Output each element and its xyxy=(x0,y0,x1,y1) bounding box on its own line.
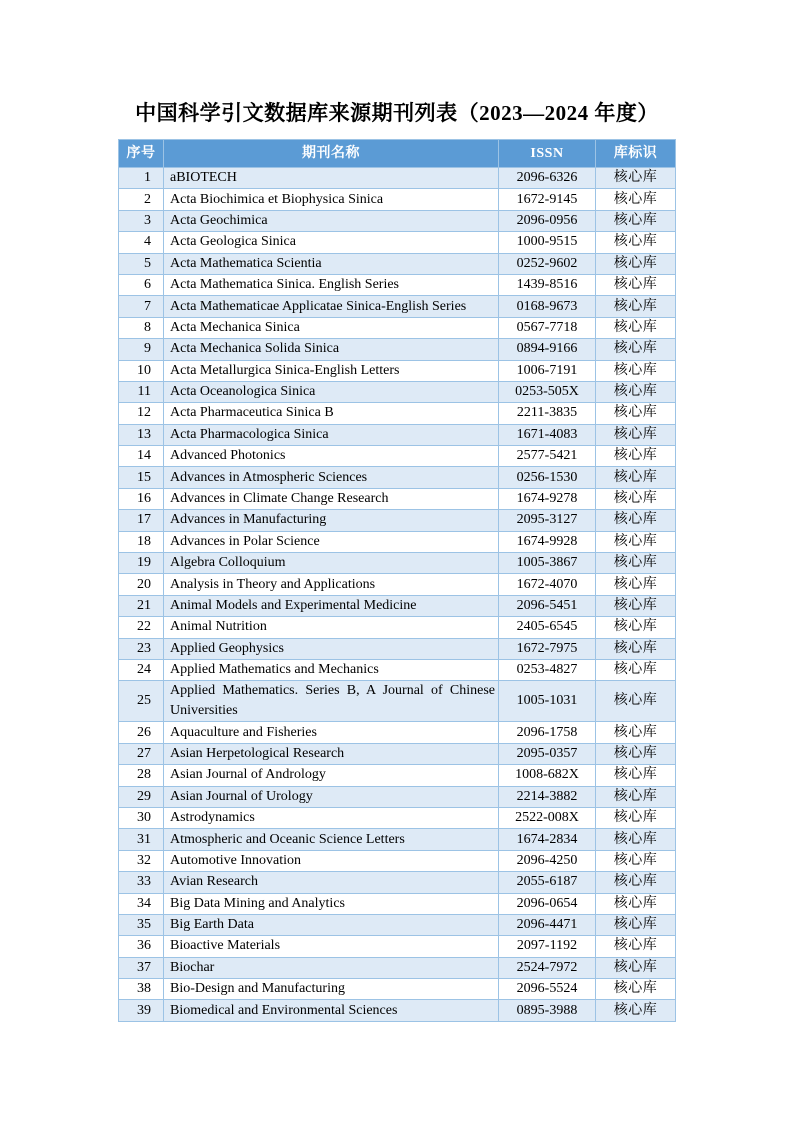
row-number-cell: 11 xyxy=(119,381,164,402)
issn-cell: 1674-9278 xyxy=(499,488,596,509)
table-row xyxy=(119,403,676,424)
row-number-cell: 16 xyxy=(119,488,164,509)
row-number-cell: 38 xyxy=(119,979,164,1000)
row-number-cell: 2 xyxy=(119,189,164,210)
table-row xyxy=(119,467,676,488)
journal-name-cell: Advances in Polar Science xyxy=(164,531,499,552)
table-row xyxy=(119,339,676,360)
row-number-cell: 33 xyxy=(119,872,164,893)
journal-name-cell: Acta Mechanica Solida Sinica xyxy=(164,339,499,360)
journal-name-cell: Applied Mathematics. Series B, A Journal of Chinese Universities xyxy=(164,681,499,722)
row-number-cell: 7 xyxy=(119,296,164,317)
table-row xyxy=(119,360,676,381)
issn-cell: 2055-6187 xyxy=(499,872,596,893)
row-number-cell: 19 xyxy=(119,553,164,574)
db-flag-cell: 核心库 xyxy=(596,722,676,743)
db-flag-cell: 核心库 xyxy=(596,274,676,295)
table-row xyxy=(119,446,676,467)
db-flag-cell: 核心库 xyxy=(596,553,676,574)
column-header-issn: ISSN xyxy=(499,140,596,168)
table-row xyxy=(119,829,676,850)
db-flag-cell: 核心库 xyxy=(596,807,676,828)
db-flag-cell: 核心库 xyxy=(596,488,676,509)
journal-name-cell: Astrodynamics xyxy=(164,807,499,828)
table-row xyxy=(119,936,676,957)
row-number-cell: 37 xyxy=(119,957,164,978)
issn-cell: 2096-1758 xyxy=(499,722,596,743)
row-number-cell: 6 xyxy=(119,274,164,295)
journal-name-cell: Bioactive Materials xyxy=(164,936,499,957)
db-flag-cell: 核心库 xyxy=(596,979,676,1000)
table-row xyxy=(119,872,676,893)
column-header-journal-name: 期刊名称 xyxy=(164,140,499,168)
issn-cell: 2096-4250 xyxy=(499,850,596,871)
journal-name-cell: Atmospheric and Oceanic Science Letters xyxy=(164,829,499,850)
table-row xyxy=(119,617,676,638)
journal-name-cell: Acta Mathematicae Applicatae Sinica-English Series xyxy=(164,296,499,317)
issn-cell: 1008-682X xyxy=(499,765,596,786)
issn-cell: 2096-5524 xyxy=(499,979,596,1000)
issn-cell: 0252-9602 xyxy=(499,253,596,274)
table-row xyxy=(119,743,676,764)
issn-cell: 2211-3835 xyxy=(499,403,596,424)
db-flag-cell: 核心库 xyxy=(596,467,676,488)
journal-name-cell: Asian Journal of Andrology xyxy=(164,765,499,786)
issn-cell: 2096-5451 xyxy=(499,595,596,616)
journal-name-cell: Acta Mathematica Sinica. English Series xyxy=(164,274,499,295)
journal-name-cell: Acta Metallurgica Sinica-English Letters xyxy=(164,360,499,381)
journal-name-cell: Analysis in Theory and Applications xyxy=(164,574,499,595)
row-number-cell: 35 xyxy=(119,914,164,935)
journal-name-cell: Acta Biochimica et Biophysica Sinica xyxy=(164,189,499,210)
issn-cell: 2096-0654 xyxy=(499,893,596,914)
row-number-cell: 10 xyxy=(119,360,164,381)
table-row xyxy=(119,914,676,935)
row-number-cell: 5 xyxy=(119,253,164,274)
issn-cell: 1439-8516 xyxy=(499,274,596,295)
table-row xyxy=(119,381,676,402)
row-number-cell: 3 xyxy=(119,210,164,231)
row-number-cell: 15 xyxy=(119,467,164,488)
journal-name-cell: Biomedical and Environmental Sciences xyxy=(164,1000,499,1021)
row-number-cell: 27 xyxy=(119,743,164,764)
db-flag-cell: 核心库 xyxy=(596,232,676,253)
table-row xyxy=(119,488,676,509)
table-row xyxy=(119,296,676,317)
row-number-cell: 8 xyxy=(119,317,164,338)
db-flag-cell: 核心库 xyxy=(596,872,676,893)
row-number-cell: 39 xyxy=(119,1000,164,1021)
issn-cell: 2096-4471 xyxy=(499,914,596,935)
row-number-cell: 30 xyxy=(119,807,164,828)
issn-cell: 0894-9166 xyxy=(499,339,596,360)
row-number-cell: 21 xyxy=(119,595,164,616)
table-row xyxy=(119,595,676,616)
db-flag-cell: 核心库 xyxy=(596,936,676,957)
journal-name-cell: Big Data Mining and Analytics xyxy=(164,893,499,914)
row-number-cell: 26 xyxy=(119,722,164,743)
table-row xyxy=(119,424,676,445)
issn-cell: 2095-3127 xyxy=(499,510,596,531)
journal-name-cell: Animal Models and Experimental Medicine xyxy=(164,595,499,616)
db-flag-cell: 核心库 xyxy=(596,510,676,531)
row-number-cell: 25 xyxy=(119,681,164,722)
issn-cell: 2524-7972 xyxy=(499,957,596,978)
issn-cell: 0253-4827 xyxy=(499,659,596,680)
db-flag-cell: 核心库 xyxy=(596,659,676,680)
db-flag-cell: 核心库 xyxy=(596,829,676,850)
journal-name-cell: Acta Mathematica Scientia xyxy=(164,253,499,274)
issn-cell: 1671-4083 xyxy=(499,424,596,445)
journal-name-cell: Acta Pharmaceutica Sinica B xyxy=(164,403,499,424)
db-flag-cell: 核心库 xyxy=(596,765,676,786)
issn-cell: 2214-3882 xyxy=(499,786,596,807)
row-number-cell: 18 xyxy=(119,531,164,552)
journal-name-cell: Avian Research xyxy=(164,872,499,893)
column-header-number: 序号 xyxy=(119,140,164,168)
journal-name-cell: Algebra Colloquium xyxy=(164,553,499,574)
issn-cell: 2095-0357 xyxy=(499,743,596,764)
table-row xyxy=(119,510,676,531)
row-number-cell: 28 xyxy=(119,765,164,786)
issn-cell: 1005-1031 xyxy=(499,681,596,722)
row-number-cell: 12 xyxy=(119,403,164,424)
db-flag-cell: 核心库 xyxy=(596,296,676,317)
table-row xyxy=(119,638,676,659)
db-flag-cell: 核心库 xyxy=(596,317,676,338)
db-flag-cell: 核心库 xyxy=(596,446,676,467)
issn-cell: 1672-9145 xyxy=(499,189,596,210)
issn-cell: 1674-9928 xyxy=(499,531,596,552)
table-row xyxy=(119,232,676,253)
row-number-cell: 20 xyxy=(119,574,164,595)
table-row xyxy=(119,765,676,786)
journal-name-cell: Biochar xyxy=(164,957,499,978)
db-flag-cell: 核心库 xyxy=(596,189,676,210)
table-row xyxy=(119,189,676,210)
row-number-cell: 31 xyxy=(119,829,164,850)
db-flag-cell: 核心库 xyxy=(596,381,676,402)
journal-name-cell: Bio-Design and Manufacturing xyxy=(164,979,499,1000)
row-number-cell: 1 xyxy=(119,168,164,189)
journal-name-cell: Aquaculture and Fisheries xyxy=(164,722,499,743)
db-flag-cell: 核心库 xyxy=(596,210,676,231)
table-row xyxy=(119,722,676,743)
journal-name-cell: Acta Geologica Sinica xyxy=(164,232,499,253)
journal-name-cell: Animal Nutrition xyxy=(164,617,499,638)
db-flag-cell: 核心库 xyxy=(596,914,676,935)
db-flag-cell: 核心库 xyxy=(596,893,676,914)
journal-source-table xyxy=(118,139,676,1022)
db-flag-cell: 核心库 xyxy=(596,1000,676,1021)
db-flag-cell: 核心库 xyxy=(596,595,676,616)
db-flag-cell: 核心库 xyxy=(596,424,676,445)
db-flag-cell: 核心库 xyxy=(596,360,676,381)
db-flag-cell: 核心库 xyxy=(596,168,676,189)
db-flag-cell: 核心库 xyxy=(596,403,676,424)
issn-cell: 0168-9673 xyxy=(499,296,596,317)
issn-cell: 1000-9515 xyxy=(499,232,596,253)
table-row xyxy=(119,168,676,189)
issn-cell: 1674-2834 xyxy=(499,829,596,850)
table-row xyxy=(119,850,676,871)
row-number-cell: 13 xyxy=(119,424,164,445)
table-row xyxy=(119,1000,676,1021)
row-number-cell: 24 xyxy=(119,659,164,680)
issn-cell: 0895-3988 xyxy=(499,1000,596,1021)
db-flag-cell: 核心库 xyxy=(596,574,676,595)
journal-name-cell: Automotive Innovation xyxy=(164,850,499,871)
journal-name-cell: Asian Herpetological Research xyxy=(164,743,499,764)
issn-cell: 0567-7718 xyxy=(499,317,596,338)
journal-name-cell: Applied Geophysics xyxy=(164,638,499,659)
table-row xyxy=(119,681,676,722)
issn-cell: 2522-008X xyxy=(499,807,596,828)
journal-name-cell: Asian Journal of Urology xyxy=(164,786,499,807)
journal-name-cell: Acta Oceanologica Sinica xyxy=(164,381,499,402)
issn-cell: 0256-1530 xyxy=(499,467,596,488)
journal-table-body xyxy=(119,168,676,1022)
issn-cell: 1672-7975 xyxy=(499,638,596,659)
table-row xyxy=(119,210,676,231)
db-flag-cell: 核心库 xyxy=(596,786,676,807)
table-row xyxy=(119,553,676,574)
db-flag-cell: 核心库 xyxy=(596,638,676,659)
table-row xyxy=(119,979,676,1000)
table-row xyxy=(119,957,676,978)
db-flag-cell: 核心库 xyxy=(596,743,676,764)
table-row xyxy=(119,274,676,295)
table-row xyxy=(119,659,676,680)
table-row xyxy=(119,574,676,595)
issn-cell: 2577-5421 xyxy=(499,446,596,467)
row-number-cell: 23 xyxy=(119,638,164,659)
table-row xyxy=(119,893,676,914)
journal-name-cell: Applied Mathematics and Mechanics xyxy=(164,659,499,680)
journal-name-cell: Acta Pharmacologica Sinica xyxy=(164,424,499,445)
row-number-cell: 14 xyxy=(119,446,164,467)
column-header-db-flag: 库标识 xyxy=(596,140,676,168)
issn-cell: 2405-6545 xyxy=(499,617,596,638)
issn-cell: 1672-4070 xyxy=(499,574,596,595)
table-header xyxy=(119,140,676,168)
table-row xyxy=(119,253,676,274)
row-number-cell: 22 xyxy=(119,617,164,638)
table-row xyxy=(119,317,676,338)
db-flag-cell: 核心库 xyxy=(596,957,676,978)
header-row xyxy=(119,140,676,168)
db-flag-cell: 核心库 xyxy=(596,253,676,274)
table-row xyxy=(119,786,676,807)
row-number-cell: 4 xyxy=(119,232,164,253)
row-number-cell: 36 xyxy=(119,936,164,957)
issn-cell: 1006-7191 xyxy=(499,360,596,381)
journal-name-cell: Advances in Manufacturing xyxy=(164,510,499,531)
row-number-cell: 34 xyxy=(119,893,164,914)
journal-name-cell: Advances in Climate Change Research xyxy=(164,488,499,509)
table-row xyxy=(119,807,676,828)
row-number-cell: 32 xyxy=(119,850,164,871)
table-row xyxy=(119,531,676,552)
db-flag-cell: 核心库 xyxy=(596,339,676,360)
journal-name-cell: aBIOTECH xyxy=(164,168,499,189)
row-number-cell: 17 xyxy=(119,510,164,531)
issn-cell: 2096-0956 xyxy=(499,210,596,231)
journal-name-cell: Advances in Atmospheric Sciences xyxy=(164,467,499,488)
issn-cell: 0253-505X xyxy=(499,381,596,402)
issn-cell: 2096-6326 xyxy=(499,168,596,189)
journal-name-cell: Acta Geochimica xyxy=(164,210,499,231)
row-number-cell: 29 xyxy=(119,786,164,807)
db-flag-cell: 核心库 xyxy=(596,850,676,871)
journal-name-cell: Advanced Photonics xyxy=(164,446,499,467)
journal-name-cell: Acta Mechanica Sinica xyxy=(164,317,499,338)
db-flag-cell: 核心库 xyxy=(596,681,676,722)
issn-cell: 2097-1192 xyxy=(499,936,596,957)
page-title: 中国科学引文数据库来源期刊列表（2023—2024 年度） xyxy=(135,101,659,125)
db-flag-cell: 核心库 xyxy=(596,617,676,638)
journal-name-cell: Big Earth Data xyxy=(164,914,499,935)
issn-cell: 1005-3867 xyxy=(499,553,596,574)
row-number-cell: 9 xyxy=(119,339,164,360)
db-flag-cell: 核心库 xyxy=(596,531,676,552)
